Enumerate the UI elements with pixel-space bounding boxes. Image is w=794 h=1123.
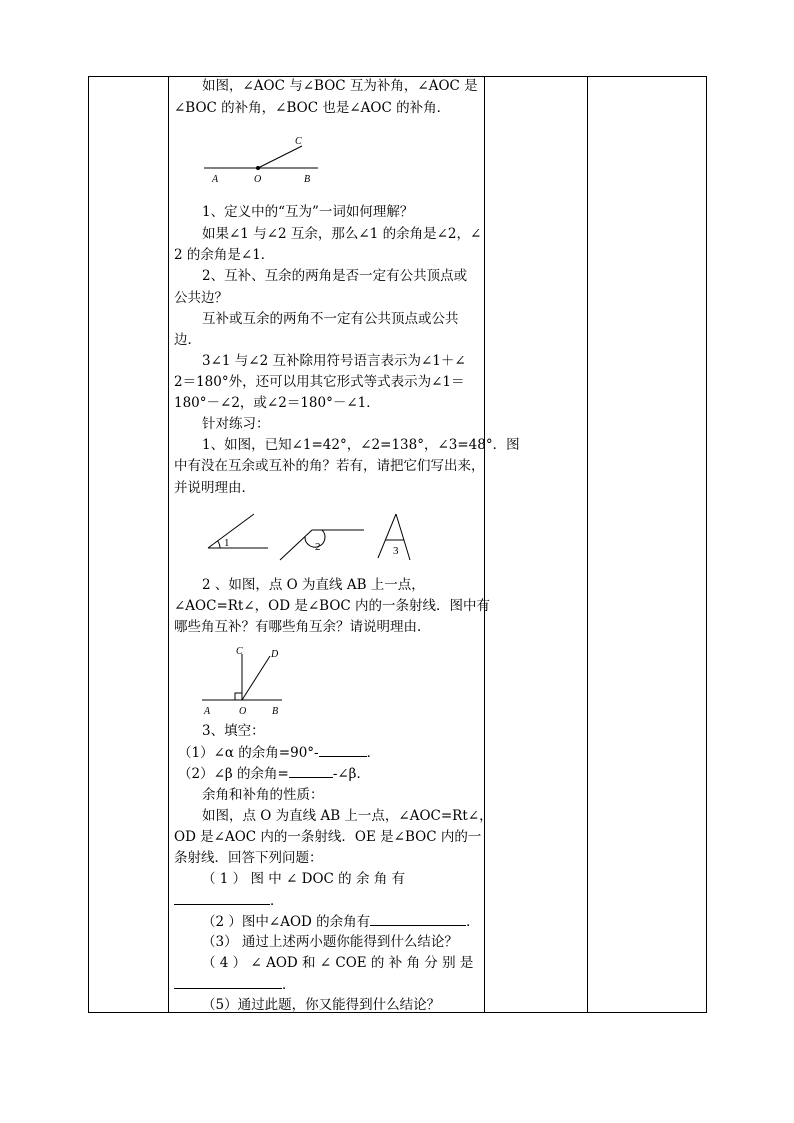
lesson-content-cell <box>168 76 520 1013</box>
angle-label: 2 <box>315 541 321 553</box>
sub-question: （ 4 ） ∠ AOD 和 ∠ COE 的 补 角 分 别 是 <box>202 955 474 971</box>
answer-text: 如果∠1 与∠2 互余，那么∠1 的余角是∠2，∠ <box>202 226 482 242</box>
exercise-text: 3、填空： <box>202 723 265 739</box>
point-label: D <box>271 649 279 660</box>
sub-question-end: ． <box>466 914 480 930</box>
answer-blank[interactable] <box>174 974 282 989</box>
fill-blank-item <box>178 763 484 785</box>
question-text: 1、定义中的“互为”一词如何理解？ <box>202 204 414 220</box>
section-title: 针对练习： <box>202 416 270 432</box>
answer-text: 2 的余角是∠1． <box>174 247 275 263</box>
sub-question <box>174 974 480 996</box>
point-label: C <box>236 646 243 657</box>
fill-blank-text: ． <box>366 745 381 761</box>
sub-question: （5）通过此题，你又能得到什么结论？ <box>202 997 441 1013</box>
column-divider <box>587 77 588 1012</box>
answer-blank[interactable] <box>289 763 333 778</box>
point-label: A <box>204 706 211 716</box>
intro-line: 如图，∠AOC 与∠BOC 互为补角，∠AOC 是 <box>202 78 478 94</box>
property-text: 条射线．回答下列问题： <box>174 850 323 866</box>
fill-blank-item <box>178 742 484 764</box>
sub-question-text: （2 ）图中∠AOD 的余角有 <box>202 914 371 930</box>
answer-blank[interactable] <box>174 890 270 905</box>
figure-three-angles <box>204 512 424 564</box>
answer-text: 边． <box>174 332 201 348</box>
exercise-text: 1、如图，已知∠1=42°，∠2=138°，∠3=48°．图 <box>202 437 520 453</box>
exercise-text: 并说明理由． <box>174 480 255 496</box>
sub-question-end: ． <box>282 977 296 993</box>
point-label: B <box>272 706 279 716</box>
point-label: C <box>295 136 302 147</box>
answer-text: 3∠1 与∠2 互补除用符号语言表示为∠1＋∠ <box>202 353 466 369</box>
sub-question-end: ． <box>270 893 284 909</box>
question-text: 2、互补、互余的两角是否一定有公共顶点或 <box>202 268 468 284</box>
fill-blank-text: -∠β． <box>332 766 370 782</box>
sub-question <box>174 890 480 912</box>
answer-blank[interactable] <box>370 911 466 926</box>
answer-blank[interactable] <box>319 742 367 757</box>
exercise-text: 哪些角互补？有哪些角互余？请说明理由． <box>174 619 431 635</box>
sub-question: （3） 通过上述两小题你能得到什么结论？ <box>202 934 458 950</box>
property-text: 如图，点 O 为直线 AB 上一点，∠AOC=Rt∠， <box>202 808 493 824</box>
exercise-text: 2 、如图，点 O 为直线 AB 上一点， <box>202 577 425 593</box>
property-text: OD 是∠AOC 内的一条射线．OE 是∠BOC 内的一 <box>174 829 482 845</box>
answer-text: 180°－∠2，或∠2＝180°－∠1． <box>174 395 380 411</box>
angle-label: 3 <box>393 545 399 557</box>
section-title: 余角和补角的性质： <box>202 787 324 803</box>
figure-supplementary-angles <box>202 134 332 186</box>
point-label: A <box>212 174 219 185</box>
exercise-text: ∠AOC=Rt∠，OD 是∠BOC 内的一条射线．图中有 <box>174 598 491 614</box>
angle-label: 1 <box>224 537 230 549</box>
answer-text: 2＝180°外，还可以用其它形式等式表示为∠1＝ <box>174 374 465 390</box>
point-label: O <box>239 706 247 716</box>
point-label: O <box>254 174 262 185</box>
point-label: B <box>304 174 311 185</box>
intro-line: ∠BOC 的补角，∠BOC 也是∠AOC 的补角． <box>174 100 451 116</box>
column-divider <box>484 77 485 1012</box>
exercise-text: 中有没在互余或互补的角？若有，请把它们写出来， <box>174 458 485 474</box>
sub-question: （ 1 ） 图 中 ∠ DOC 的 余 角 有 <box>202 871 406 887</box>
sub-question <box>174 911 480 933</box>
answer-text: 互补或互余的两角不一定有公共顶点或公共 <box>202 311 459 327</box>
fill-blank-text: （1）∠α 的余角=90°- <box>178 745 319 761</box>
figure-right-angle-ray <box>200 644 320 716</box>
question-text: 公共边？ <box>174 290 228 306</box>
fill-blank-text: （2）∠β 的余角= <box>178 766 289 782</box>
